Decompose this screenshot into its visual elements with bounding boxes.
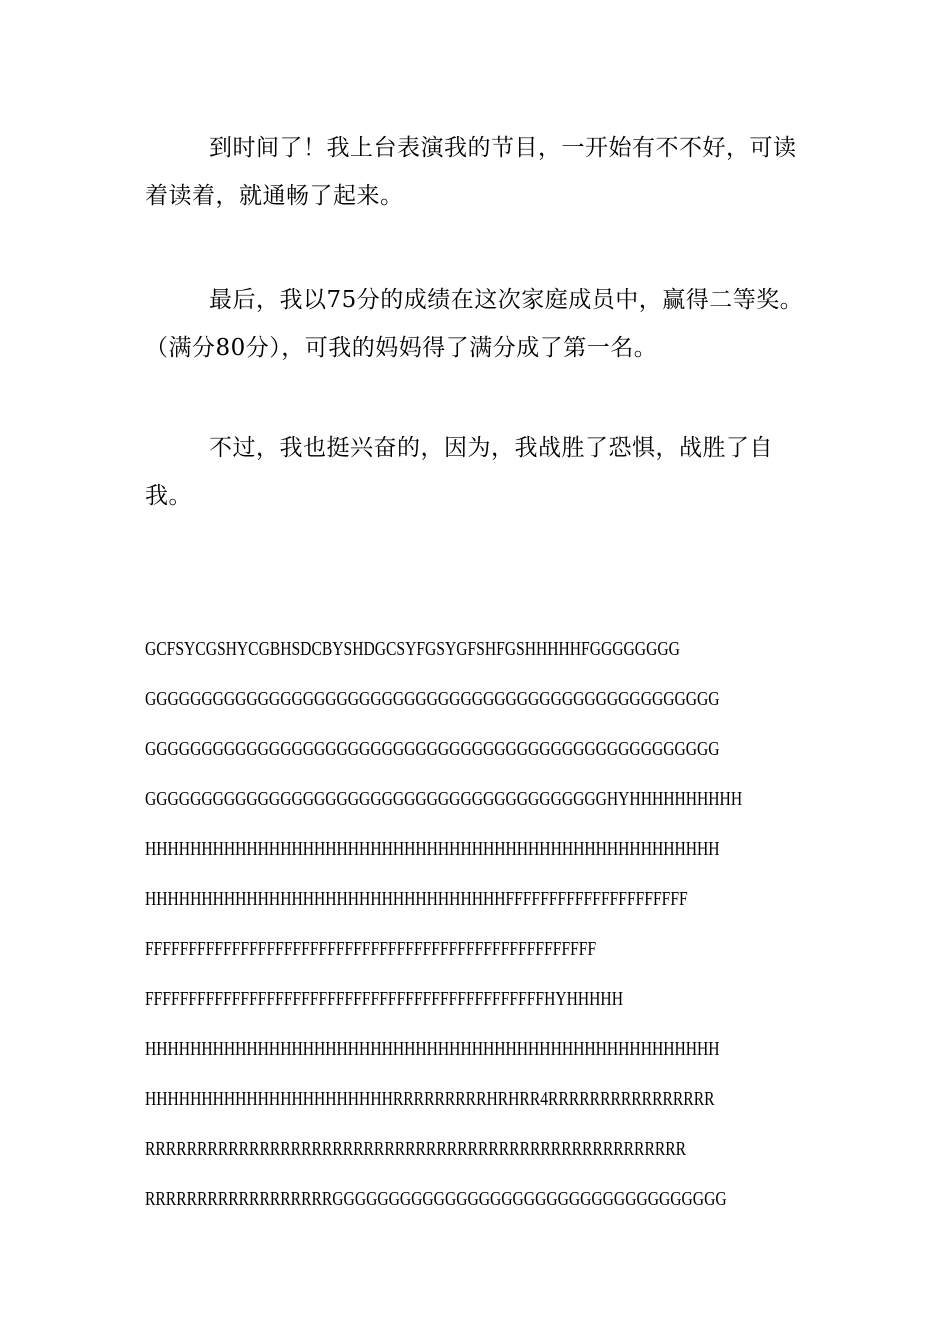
letter-string-line: GCFSYCGSHYCGBHSDCBYSHDGCSYFGSYGFSHFGSHHHHHFGGGGGGGG (145, 638, 680, 660)
letter-string-line: GGGGGGGGGGGGGGGGGGGGGGGGGGGGGGGGGGGGGGGGGHYHHHHHHHHHH (145, 788, 743, 810)
letter-string-line: GGGGGGGGGGGGGGGGGGGGGGGGGGGGGGGGGGGGGGGGGGGGGGGGGGG (145, 688, 720, 710)
letter-string-line: HHHHHHHHHHHHHHHHHHHHHHHHHHHHHHHHHHHHHHHHHHHHHHHHHHH (145, 838, 720, 860)
letter-string-line: FFFFFFFFFFFFFFFFFFFFFFFFFFFFFFFFFFFFFFFFFFFFFFHYHHHHH (145, 988, 623, 1010)
letter-string-line: FFFFFFFFFFFFFFFFFFFFFFFFFFFFFFFFFFFFFFFFFFFFFFFFFFFF (145, 938, 597, 960)
letter-string-line: HHHHHHHHHHHHHHHHHHHHHHHHHHHHHHHHFFFFFFFFFFFFFFFFFFFFF (145, 888, 688, 910)
letter-string-block (145, 624, 797, 1224)
letter-string-line: HHHHHHHHHHHHHHHHHHHHHHHHHHHHHHHHHHHHHHHHHHHHHHHHHHH (145, 1038, 720, 1060)
paragraph-stage-performance: 到时间了！我上台表演我的节目，一开始有不不好，可读着读着，就通畅了起来。 (145, 135, 797, 209)
letter-string-line: HHHHHHHHHHHHHHHHHHHHHHRRRRRRRRRHRHRR4RRRRRRRRRRRRRRRR (145, 1088, 715, 1110)
letter-string-line: GGGGGGGGGGGGGGGGGGGGGGGGGGGGGGGGGGGGGGGGGGGGGGGGGGG (145, 738, 720, 760)
paragraph-conclusion: 不过，我也挺兴奋的，因为，我战胜了恐惧，战胜了自我。 (145, 435, 773, 509)
letter-string-line: RRRRRRRRRRRRRRRRRRRRRRRRRRRRRRRRRRRRRRRRRRRRRRRRRRRR (145, 1138, 687, 1160)
letter-string-line: RRRRRRRRRRRRRRRRRRGGGGGGGGGGGGGGGGGGGGGGGGGGGGGGGGGGG (145, 1188, 727, 1210)
paragraph-score-result: 最后，我以75分的成绩在这次家庭成员中，赢得二等奖。（满分80分），可我的妈妈得了满分成了第一名。 (145, 287, 804, 361)
